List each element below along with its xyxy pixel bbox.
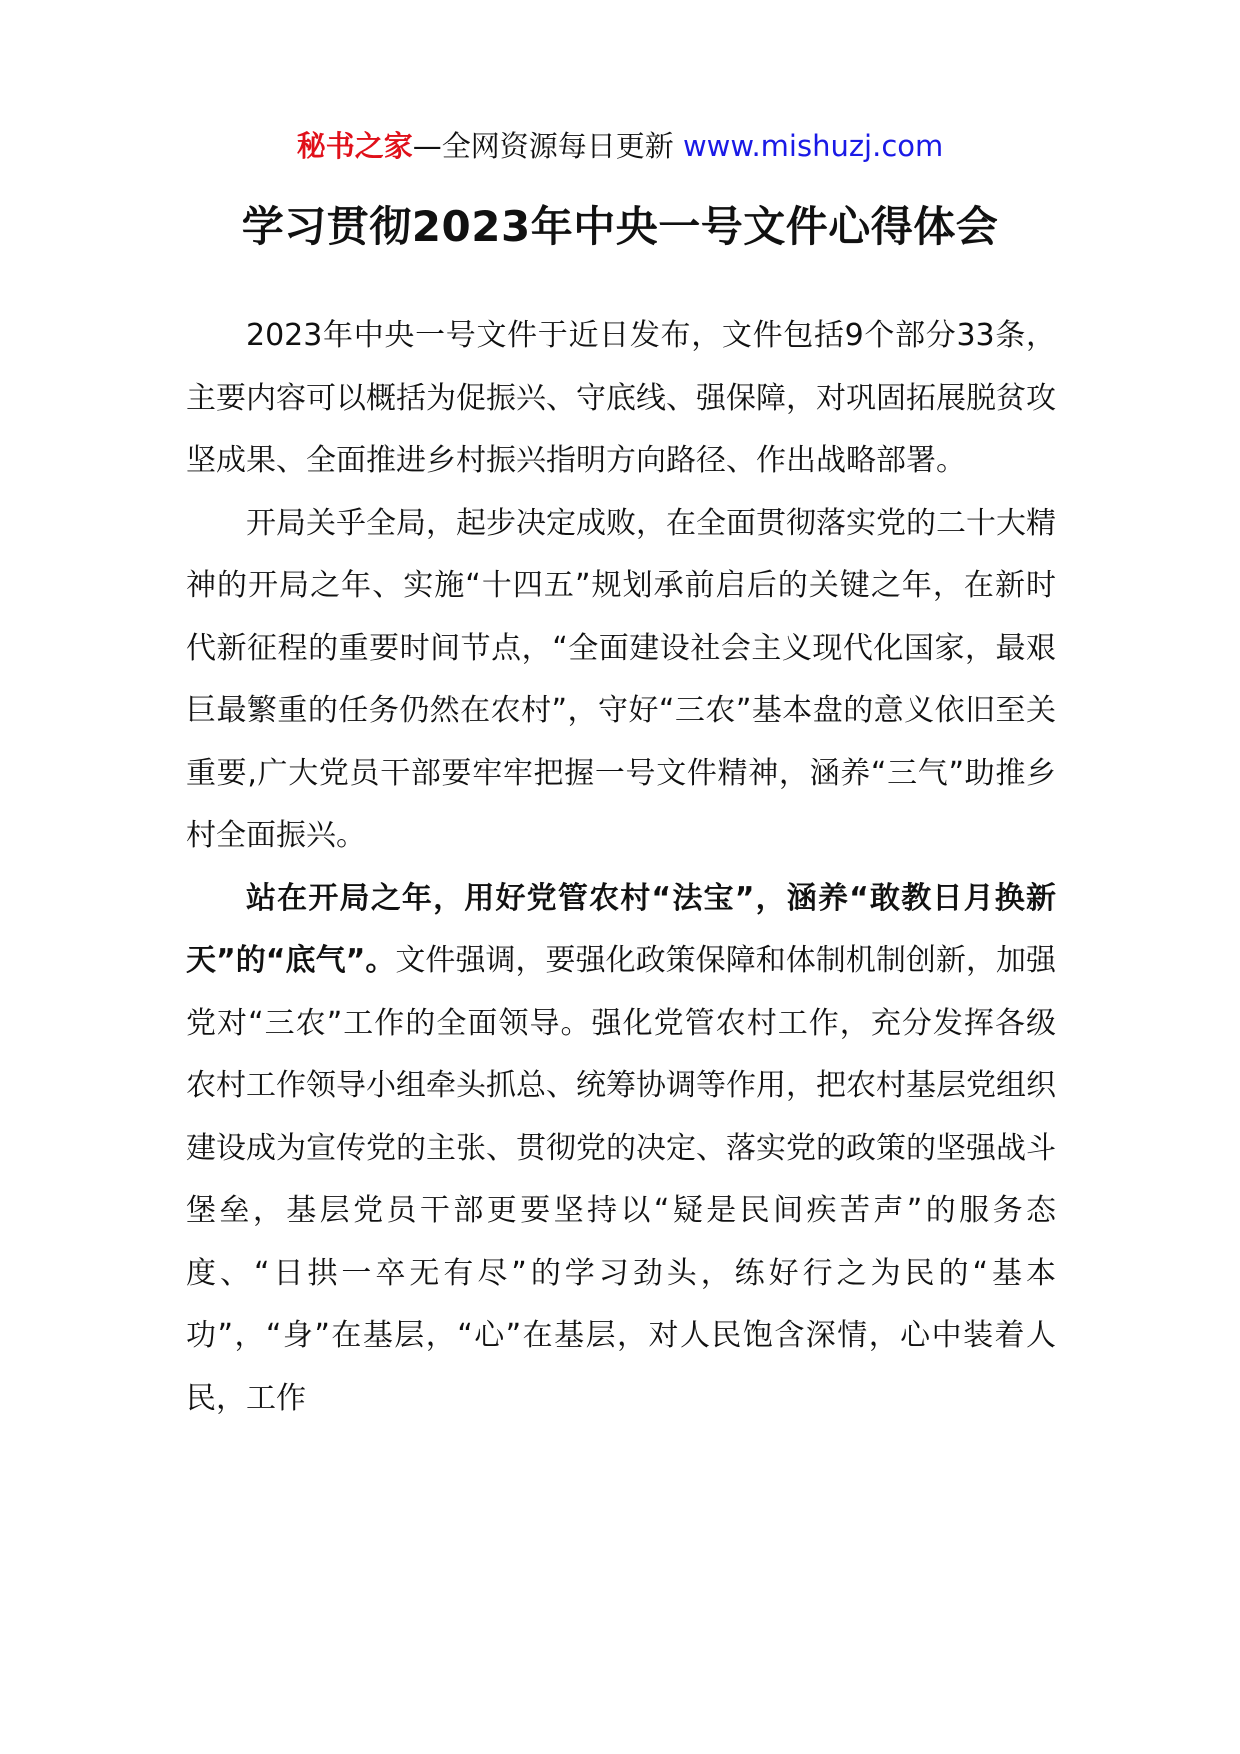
brand-name: 秘书之家 — [296, 129, 413, 163]
document-title: 学习贯彻2023年中央一号文件心得体会 — [241, 202, 999, 251]
paragraph-1-text: 2023年中央一号文件于近日发布，文件包括9个部分33条，主要内容可以概括为促振兴、守底线、强保障，对巩固拓展脱贫攻坚成果、全面推进乡村振兴指明方向路径、作出战略部署。 — [186, 318, 1056, 478]
paragraph-3 — [186, 868, 1056, 1431]
header-tagline: —全网资源每日更新 — [412, 129, 674, 163]
paragraph-3-text: 文件强调，要强化政策保障和体制机制创新，加强党对“三农”工作的全面领导。强化党管农村工作，充分发挥各级农村工作领导小组牵头抓总、统筹协调等作用，把农村基层党组织建设成为宣传党的主张、贯彻党的决定、落实党的政策的坚强战斗堡垒，基层党员干部更要坚持以“疑是民间疾苦声”的服务态度、“日拱一卒无有尽”的学习劲头，练好行之为民的“基本功”，“身”在基层，“心”在基层，对人民饱含深情，心中装着人民，工作 — [186, 943, 1057, 1416]
paragraph-2 — [186, 493, 1056, 868]
site-header — [0, 126, 1240, 166]
site-url-link[interactable]: www.mishuzj.com — [682, 129, 944, 163]
paragraph-2-text: 开局关乎全局，起步决定成败，在全面贯彻落实党的二十大精神的开局之年、实施“十四五”规划承前启后的关键之年，在新时代新征程的重要时间节点，“全面建设社会主义现代化国家，最艰巨最繁重的任务仍然在农村”，守好“三农”基本盘的意义依旧至关重要,广大党员干部要牢牢把握一号文件精神，涵养“三气”助推乡村全面振兴。 — [186, 505, 1056, 853]
paragraph-3-lead: 站在开局之年，用好党管农村“法宝”，涵养“敢教日月换新天”的“底气”。 — [186, 880, 1056, 978]
document-body — [186, 305, 1056, 1430]
paragraph-1 — [186, 305, 1056, 493]
